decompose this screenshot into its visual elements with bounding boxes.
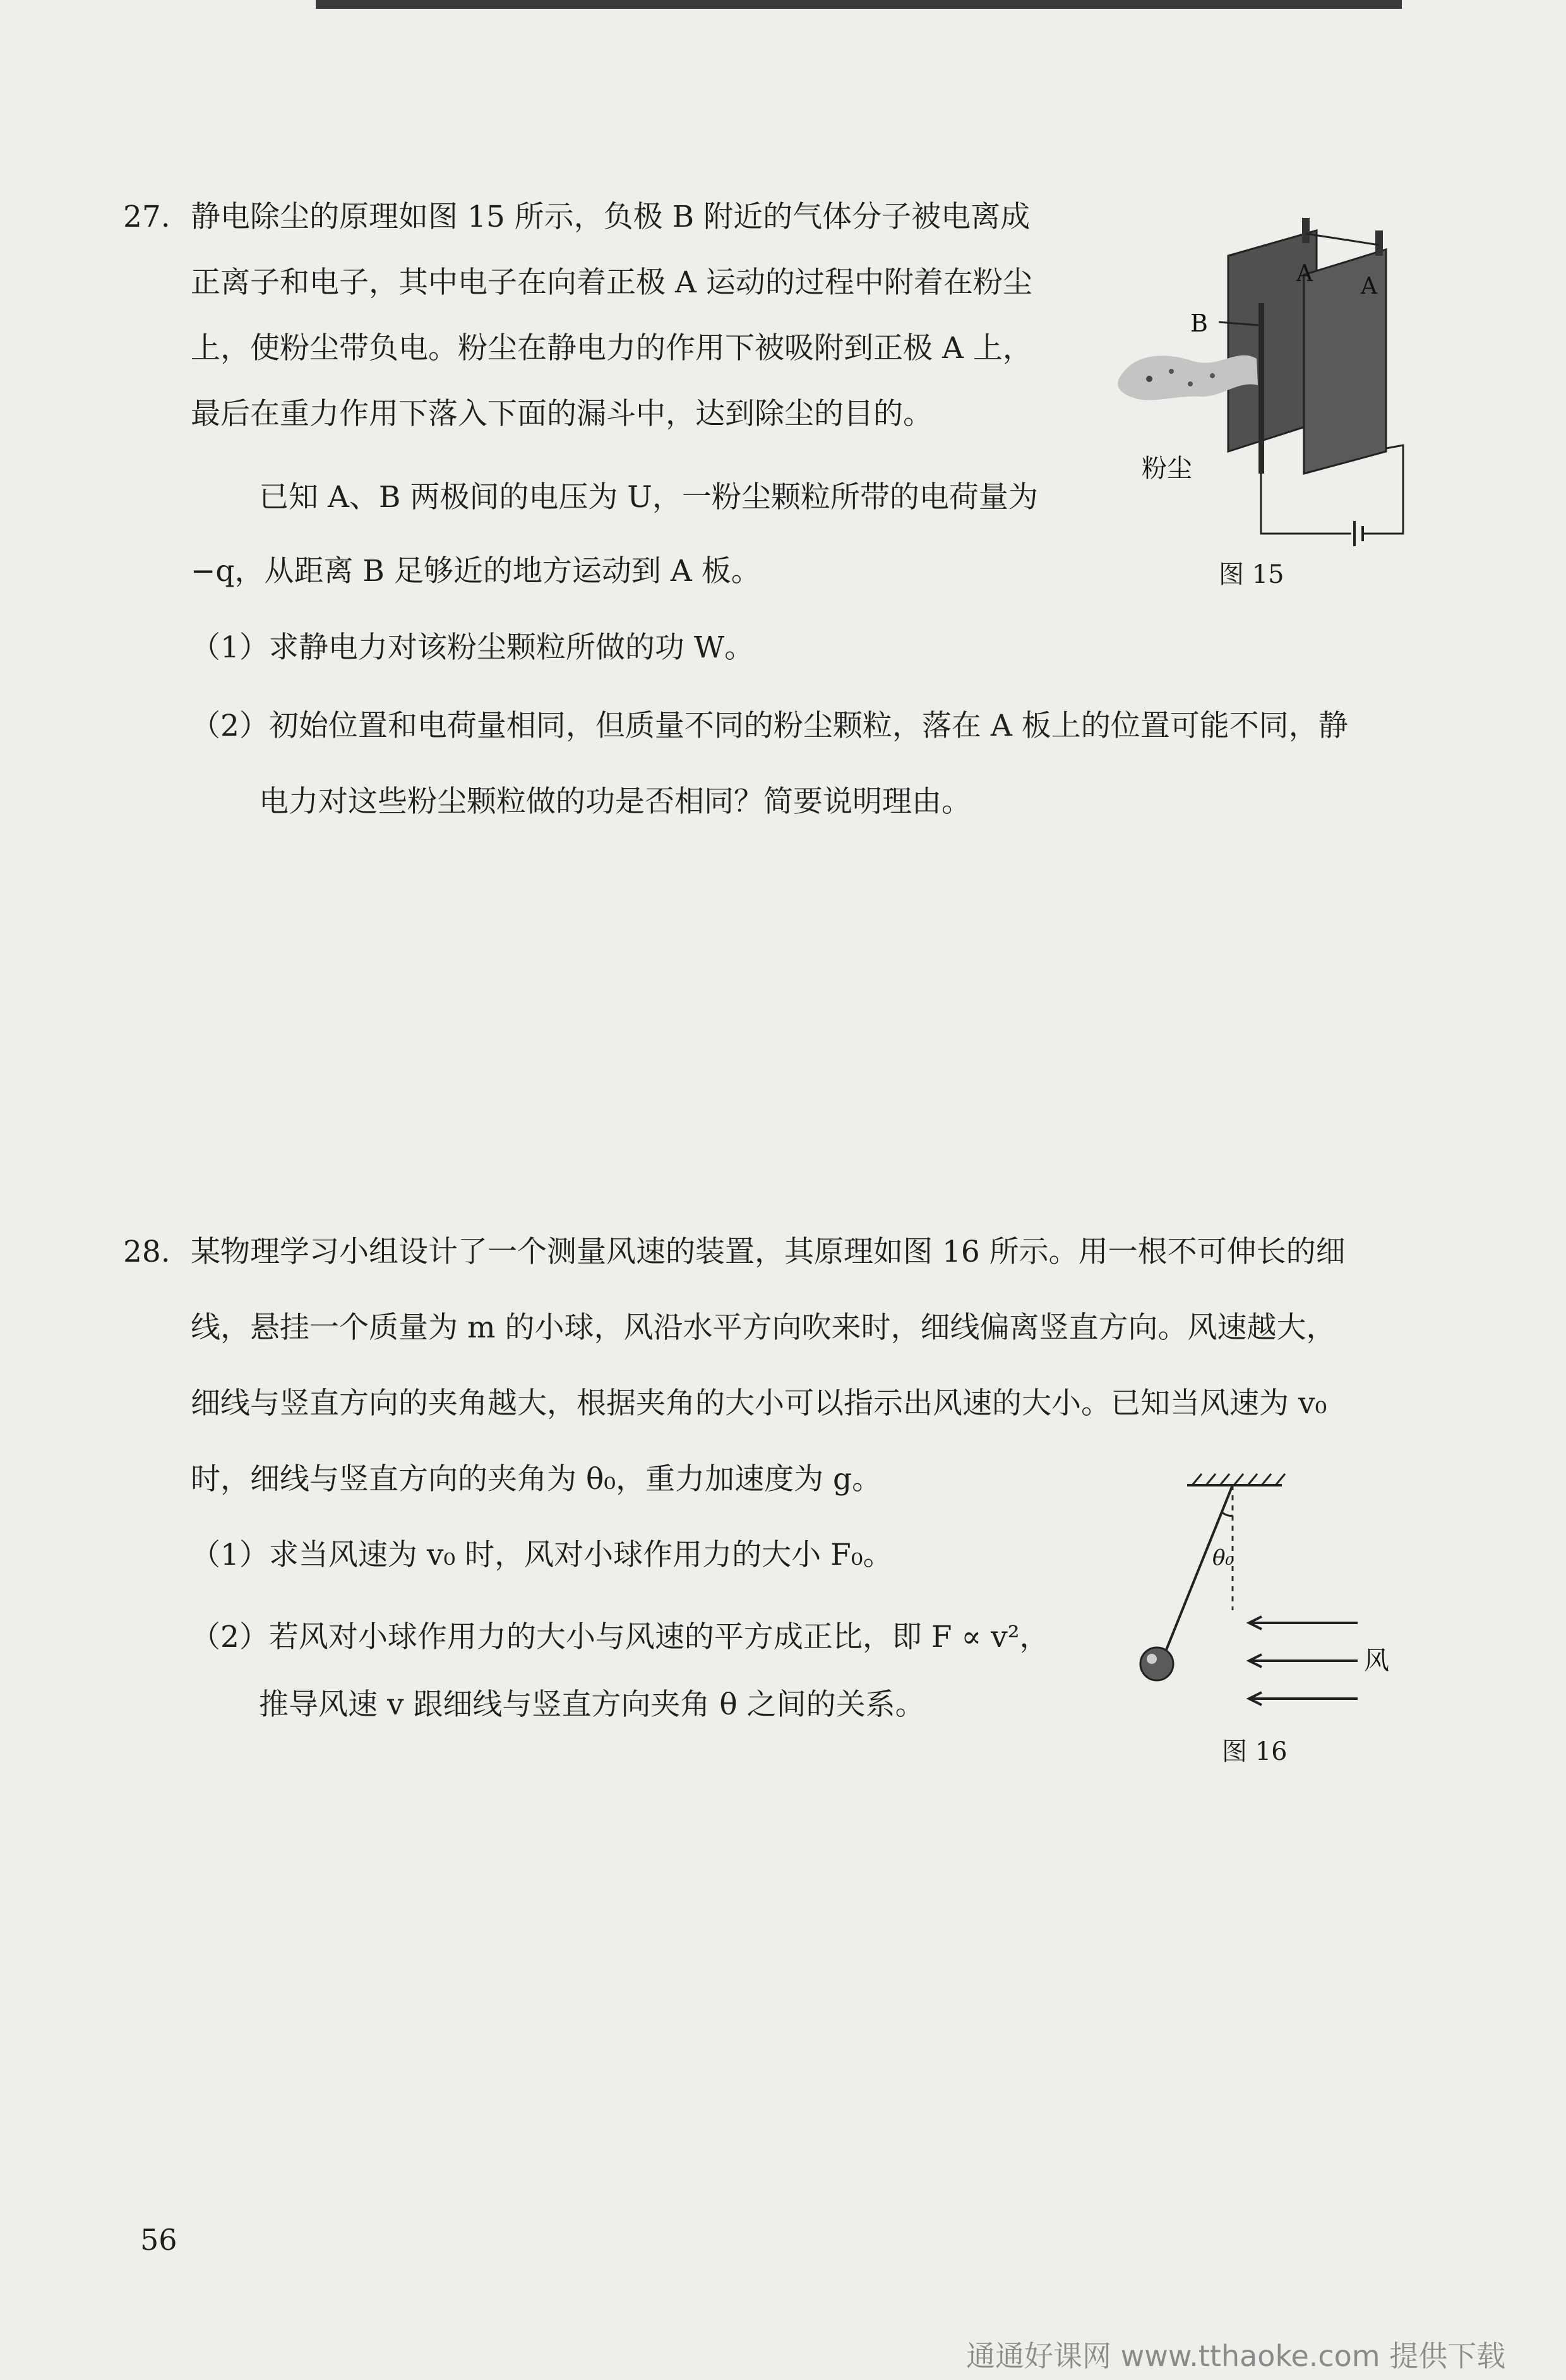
label-b: B — [1190, 309, 1208, 337]
page-top-edge — [316, 0, 1402, 9]
angle-arc — [1222, 1512, 1233, 1516]
q27-line-3: 上，使粉尘带负电。粉尘在静电力的作用下被吸附到正极 A 上， — [191, 331, 1032, 366]
q27-number: 27. — [123, 200, 170, 234]
figure-15-diagram — [1111, 215, 1414, 568]
q27-sub-2-line-1: （2）初始位置和电荷量相同，但质量不同的粉尘颗粒，落在 A 板上的位置可能不同，静 — [191, 709, 1348, 743]
q27-sub-2-line-2: 电力对这些粉尘颗粒做的功是否相同？简要说明理由。 — [259, 784, 971, 819]
dust-particle — [1169, 369, 1174, 374]
q27-line-4: 最后在重力作用下落入下面的漏斗中，达到除尘的目的。 — [191, 397, 933, 431]
terminal-left — [1302, 218, 1310, 243]
q28-sub-1: （1）求当风速为 v₀ 时，风对小球作用力的大小 F₀。 — [191, 1538, 893, 1572]
q27-line-1: 静电除尘的原理如图 15 所示，负极 B 附近的气体分子被电离成 — [191, 200, 1031, 234]
string — [1162, 1485, 1233, 1661]
circuit-wire-right — [1363, 445, 1403, 534]
q28-line-1: 某物理学习小组设计了一个测量风速的装置，其原理如图 16 所示。用一根不可伸长的细 — [191, 1235, 1346, 1269]
q28-number: 28. — [123, 1235, 170, 1269]
dust-particle — [1146, 376, 1152, 382]
wind-arrows — [1249, 1617, 1358, 1705]
label-a-front: A — [1361, 273, 1377, 299]
page-number: 56 — [140, 2223, 177, 2257]
wind-label: 风 — [1364, 1646, 1389, 1675]
watermark: 通通好课网 www.tthaoke.com 提供下载 — [966, 2339, 1506, 2373]
ball — [1140, 1647, 1173, 1680]
dust-particle — [1210, 373, 1215, 378]
figure-16-diagram — [1118, 1471, 1396, 1724]
angle-label: θ₀ — [1212, 1545, 1234, 1570]
figure-15-caption: 图 15 — [1219, 560, 1284, 589]
q27-line-2: 正离子和电子，其中电子在向着正极 A 运动的过程中附着在粉尘 — [191, 265, 1032, 300]
label-dust: 粉尘 — [1142, 454, 1192, 483]
terminal-right — [1375, 230, 1383, 256]
q28-line-4: 时，细线与竖直方向的夹角为 θ₀，重力加速度为 g。 — [191, 1462, 882, 1497]
q27-line-6: −q，从距离 B 足够近的地方运动到 A 板。 — [191, 554, 761, 589]
figure-16-caption: 图 16 — [1222, 1737, 1288, 1766]
q28-sub-2-line-2: 推导风速 v 跟细线与竖直方向夹角 θ 之间的关系。 — [259, 1687, 925, 1722]
q28-sub-2-line-1: （2）若风对小球作用力的大小与风速的平方成正比，即 F ∝ v²， — [191, 1620, 1049, 1654]
ball-highlight — [1147, 1654, 1157, 1664]
electrode-b — [1258, 303, 1264, 474]
q28-line-3: 细线与竖直方向的夹角越大，根据夹角的大小可以指示出风速的大小。已知当风速为 v₀ — [191, 1386, 1327, 1421]
q27-line-5: 已知 A、B 两极间的电压为 U，一粉尘颗粒所带的电荷量为 — [259, 480, 1038, 515]
label-a-back: A — [1296, 261, 1313, 287]
ceiling-hatch — [1192, 1474, 1285, 1485]
q28-line-2: 线，悬挂一个质量为 m 的小球，风沿水平方向吹来时，细线偏离竖直方向。风速越大， — [191, 1310, 1336, 1345]
dust-particle — [1188, 381, 1193, 386]
q27-sub-1: （1）求静电力对该粉尘颗粒所做的功 W。 — [191, 630, 755, 665]
circuit-wire-left — [1261, 474, 1351, 534]
